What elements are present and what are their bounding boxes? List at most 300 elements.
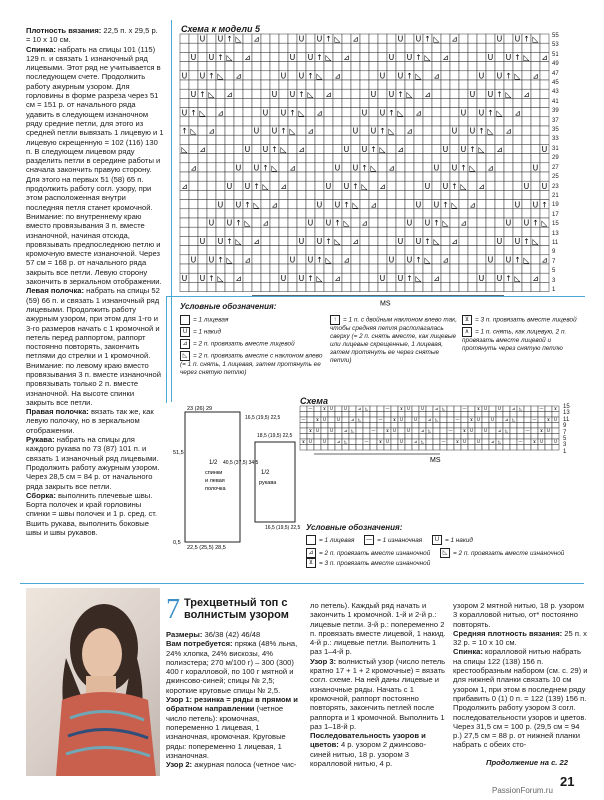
legend-item: = 1 лицевая [180,315,330,325]
chart-cell [306,200,315,209]
chart-symbol: ⊻ [477,406,480,411]
chart-cell [461,417,468,423]
chart-cell [545,406,552,412]
chart-cell [477,246,486,255]
chart-symbol: ⊻ [470,417,473,422]
chart-symbol: U [235,163,242,173]
chart-cell [314,439,321,445]
chart-cell [306,154,315,163]
row-number: 1 [552,286,556,293]
chart-cell [495,246,504,255]
chart-cell [324,200,333,209]
chart-cell [513,181,522,190]
schematic-hem-dim: 0,5 [173,540,181,546]
chart-cell [307,445,314,451]
chart-symbol: U [199,273,206,283]
chart-cell [522,144,531,153]
chart-cell [486,144,495,153]
chart-cell [495,43,504,52]
chart-cell [432,181,441,190]
chart-cell [441,246,450,255]
legend-symbol-icon [180,315,190,325]
chart-cell [396,264,405,273]
chart-symbol: ◺ [217,273,224,283]
chart-cell [461,445,468,451]
chart-cell [180,282,189,291]
chart1-legend-col3 [462,315,582,355]
chart-cell [440,412,447,418]
chart-cell [189,135,198,144]
row-number: 21 [552,192,559,199]
chart-cell [207,117,216,126]
chart-cell [414,163,423,172]
chart-cell [405,80,414,89]
chart-cell [279,172,288,181]
chart-cell [279,135,288,144]
chart-symbol: U [415,200,422,210]
chart-cell [531,264,540,273]
chart-cell [360,62,369,71]
chart-cell [333,227,342,236]
chart-cell [384,417,391,423]
chart-cell [489,406,496,412]
chart-cell [440,417,447,423]
chart-cell [306,209,315,218]
chart-cell [351,264,360,273]
chart-cell [522,282,531,291]
chart-cell [441,108,450,117]
chart-symbol: ◺ [190,126,197,136]
chart-cell [306,236,315,245]
schematic-side-dim: 40,5 (37,5) 34,5 [223,460,259,466]
chart-cell [426,434,433,440]
chart-cell [360,246,369,255]
chart-symbol: ↑ [298,89,305,99]
chart-cell [243,172,252,181]
chart-cell [360,264,369,273]
legend-row [306,548,576,568]
chart-symbol: U [442,145,449,155]
chart-cell [459,246,468,255]
chart-cell [486,190,495,199]
chart-cell [288,62,297,71]
chart-cell [495,135,504,144]
chart-symbol: ◺ [511,417,516,422]
chart-cell [306,34,315,43]
chart-cell [324,163,333,172]
chart-cell [261,282,270,291]
chart-cell [216,172,225,181]
chart-cell [243,89,252,98]
chart-cell [252,154,261,163]
chart-cell [225,282,234,291]
row-number: 43 [552,89,559,96]
chart-cell [468,218,477,227]
chart-symbol: ↑ [271,145,278,155]
chart-cell [342,445,349,451]
chart-symbol: ◺ [343,218,350,228]
chart-cell [412,406,419,412]
chart-cell [468,135,477,144]
chart-cell [370,439,377,445]
chart-symbol: ⊿ [316,108,323,118]
chart-symbol: U [487,53,494,63]
chart-cell [333,89,342,98]
chart-cell [477,236,486,245]
chart-cell [315,154,324,163]
chart-cell [441,135,450,144]
chart-cell [504,200,513,209]
chart-symbol: ↑ [496,89,503,99]
chart-symbol: ↑ [442,200,449,210]
chart-symbol: U [262,145,269,155]
chart-cell [495,62,504,71]
article1-paragraph: Вам потребуется: пряжа (48% льна, 24% хлопка, 24% вискозы, 4% полиэстера; 270 м/100 г) – 300 (300) 400 г коралловой, по 100 г мятной и джинсово-синей; спицы № 2,5; короткие круговые спицы № 2,5. [166,639,298,695]
chart-cell [531,190,540,199]
article1-paragraph: Размеры: 36/38 (42) 46/48 [166,630,261,639]
chart-cell [538,445,545,451]
chart-cell [306,43,315,52]
chart-symbol: U [541,181,548,191]
chart-cell [216,190,225,199]
chart-symbol: U [280,108,287,118]
chart-cell [369,117,378,126]
chart-cell [306,98,315,107]
chart-cell [396,255,405,264]
chart-cell [342,126,351,135]
chart-cell [414,62,423,71]
article1-lead: Вам потребуется: [166,639,233,649]
chart-cell [503,439,510,445]
page-number: 21 [560,774,575,789]
chart-cell [180,98,189,107]
chart-cell [495,227,504,236]
chart-cell [279,154,288,163]
chart-cell [468,34,477,43]
chart-cell [297,218,306,227]
legend-symbol-icon: ⊿ [306,548,316,558]
schematic-back-label-line: полочка [205,486,226,492]
chart-symbol: ↑ [541,200,548,210]
chart-cell [306,172,315,181]
chart-cell [522,135,531,144]
chart-cell [396,135,405,144]
chart-symbol: ↑ [433,218,440,228]
row-number: 3 [563,442,567,449]
chart-cell [531,227,540,236]
chart-cell [321,423,328,429]
chart-cell [468,181,477,190]
chart-cell [495,98,504,107]
chart-cell [261,98,270,107]
chart-cell [387,181,396,190]
chart-cell [279,209,288,218]
chart-cell [180,227,189,236]
chart-cell [225,80,234,89]
chart-cell [335,428,342,434]
chart-symbol: U [514,34,521,44]
chart-cell [477,163,486,172]
chart-symbol: U [244,181,251,191]
chart-symbol: ⊿ [541,53,548,63]
chart-cell [441,227,450,236]
chart-cell [297,246,306,255]
chart-cell [243,190,252,199]
chart-cell [363,417,370,423]
chart-symbol: ◺ [497,439,502,444]
chart-symbol: ◺ [514,273,521,283]
chart-cell [405,434,412,440]
chart-symbol: ◺ [415,71,422,81]
chart-cell [405,282,414,291]
chart-symbol: U [370,126,377,136]
legend-row [306,535,576,545]
chart-cell [351,227,360,236]
chart-cell [468,172,477,181]
chart-cell [369,181,378,190]
chart-symbol: ◺ [244,218,251,228]
chart-cell [243,163,252,172]
chart-cell [510,445,517,451]
chart-symbol: U [344,406,347,411]
chart-cell [261,246,270,255]
chart-symbol: ◺ [415,273,422,283]
chart-cell [414,117,423,126]
chart-cell [342,236,351,245]
chart-cell [486,218,495,227]
chart-cell [477,80,486,89]
chart-cell [351,218,360,227]
chart-cell [522,126,531,135]
chart-symbol: ↑ [487,108,494,118]
chart-cell [378,52,387,61]
chart-cell [252,117,261,126]
chart-cell [405,236,414,245]
row-number: 11 [552,239,559,246]
chart-cell [324,172,333,181]
chart-cell [477,117,486,126]
chart-symbol: U [532,163,539,173]
chart-cell [459,89,468,98]
chart-cell [225,62,234,71]
chart-cell [297,98,306,107]
chart-cell [450,98,459,107]
chart-cell [504,117,513,126]
chart-cell [279,282,288,291]
chart-cell [261,52,270,61]
chart-symbol: ⊻ [533,439,536,444]
chart-cell [513,126,522,135]
chart-symbol: — [518,439,523,444]
chart-symbol: ◺ [514,71,521,81]
chart-symbol: ⊿ [497,428,502,433]
chart-cell [216,218,225,227]
chart-cell [315,209,324,218]
chart-cell [243,282,252,291]
chart-cell [351,108,360,117]
chart-symbol: — [525,428,530,433]
chart-symbol: ⊿ [370,200,377,210]
left-paragraph: Правая полочка: вязать так же, как левую полочку, но в зеркальном отображении. [26,407,154,435]
chart-symbol: ⊿ [208,126,215,136]
chart-symbol: ◺ [460,181,467,191]
chart-cell [315,190,324,199]
chart-cell [180,255,189,264]
chart-cell [198,98,207,107]
chart-cell [351,89,360,98]
chart-symbol: ◺ [469,163,476,173]
chart-symbol: U [208,53,215,63]
chart-cell [423,98,432,107]
chart-cell [441,126,450,135]
chart-cell [513,62,522,71]
chart-cell [396,98,405,107]
chart-cell [369,255,378,264]
chart-cell [342,190,351,199]
chart-cell [412,423,419,429]
chart-cell [468,273,477,282]
chart-cell [356,423,363,429]
chart-cell [324,62,333,71]
chart-cell [477,135,486,144]
chart-cell [198,246,207,255]
chart-cell [279,246,288,255]
chart-cell [297,80,306,89]
chart-cell [423,282,432,291]
chart-symbol: U [262,108,269,118]
chart-cell [396,117,405,126]
chart-cell [216,209,225,218]
row-number: 1 [563,448,567,455]
chart-cell [180,80,189,89]
chart-cell [504,108,513,117]
chart-symbol: ◺ [217,71,224,81]
chart-cell [522,273,531,282]
chart-cell [522,98,531,107]
row-number: 29 [552,155,559,162]
chart-cell [432,117,441,126]
chart-cell [475,423,482,429]
chart-cell [243,209,252,218]
legend-symbol-icon [306,535,316,545]
chart-cell [207,264,216,273]
chart-cell [468,108,477,117]
chart-cell [342,154,351,163]
chart-cell [504,209,513,218]
chart-symbol: ⊿ [397,145,404,155]
chart-symbol: ⊻ [309,428,312,433]
row-number: 11 [563,416,570,423]
chart-cell [477,227,486,236]
chart-cell [351,209,360,218]
chart-symbol: ◺ [433,34,440,44]
chart-cell [315,227,324,236]
chart-cell [324,126,333,135]
chart-cell [369,218,378,227]
chart-cell [207,246,216,255]
chart-symbol: U [199,237,206,247]
legend-text: = 1 накид [444,536,473,544]
chart-symbol: U [451,163,458,173]
chart-cell [324,246,333,255]
chart-cell [522,190,531,199]
chart-cell [433,423,440,429]
chart-symbol: U [330,406,333,411]
chart-symbol: ◺ [532,34,539,44]
chart-cell [378,255,387,264]
chart-cell [531,255,540,264]
chart-cell [216,62,225,71]
chart-cell [513,246,522,255]
chart-cell [423,43,432,52]
chart-symbol: ◺ [424,255,431,265]
chart-symbol: — [441,439,446,444]
schematic-sleeve-label: 1/2 [261,470,270,476]
chart-cell [396,43,405,52]
chart-symbol: ⊿ [413,439,418,444]
legend-item: ◺ = 2 п. провязать вместе с наклоном влево (= 1 п. снять, 1 лицевая, затем протянуть ее через снятую петлю) [180,352,323,376]
chart-cell [216,43,225,52]
chart-cell [432,154,441,163]
chart-cell [369,227,378,236]
chart-cell [552,423,559,429]
chart-cell [482,412,489,418]
chart-cell [180,117,189,126]
chart-cell [216,154,225,163]
chart-cell [405,144,414,153]
chart-symbol: ◺ [478,145,485,155]
chart-cell [468,406,475,412]
chart-cell [207,172,216,181]
left-lead: Рукава: [26,435,55,445]
chart-cell [522,71,531,80]
chart-cell [288,190,297,199]
chart-symbol: U [491,417,494,422]
chart-symbol: ⊿ [226,89,233,99]
chart-cell [441,154,450,163]
chart-cell [369,209,378,218]
chart-cell [517,428,524,434]
chart-cell [234,154,243,163]
chart-cell [370,417,377,423]
chart-cell [524,417,531,423]
chart-cell [459,52,468,61]
chart-cell [189,264,198,273]
chart-cell [513,209,522,218]
chart-cell [234,80,243,89]
chart-cell [495,181,504,190]
chart-symbol: ↑ [352,181,359,191]
chart-cell [441,62,450,71]
chart-cell [198,135,207,144]
chart-symbol: ◺ [343,439,348,444]
row-number: 41 [552,98,559,105]
chart-cell [225,190,234,199]
chart-cell [307,417,314,423]
chart-cell [180,246,189,255]
chart-cell [423,190,432,199]
chart-cell [300,406,307,412]
chart-cell [360,52,369,61]
chart-symbol: ⊿ [235,273,242,283]
chart-symbol: U [532,200,539,210]
chart-cell [342,62,351,71]
chart-cell [477,190,486,199]
chart-symbol: ◺ [361,181,368,191]
chart-cell [270,282,279,291]
chart-cell [300,428,307,434]
chart-cell [412,428,419,434]
